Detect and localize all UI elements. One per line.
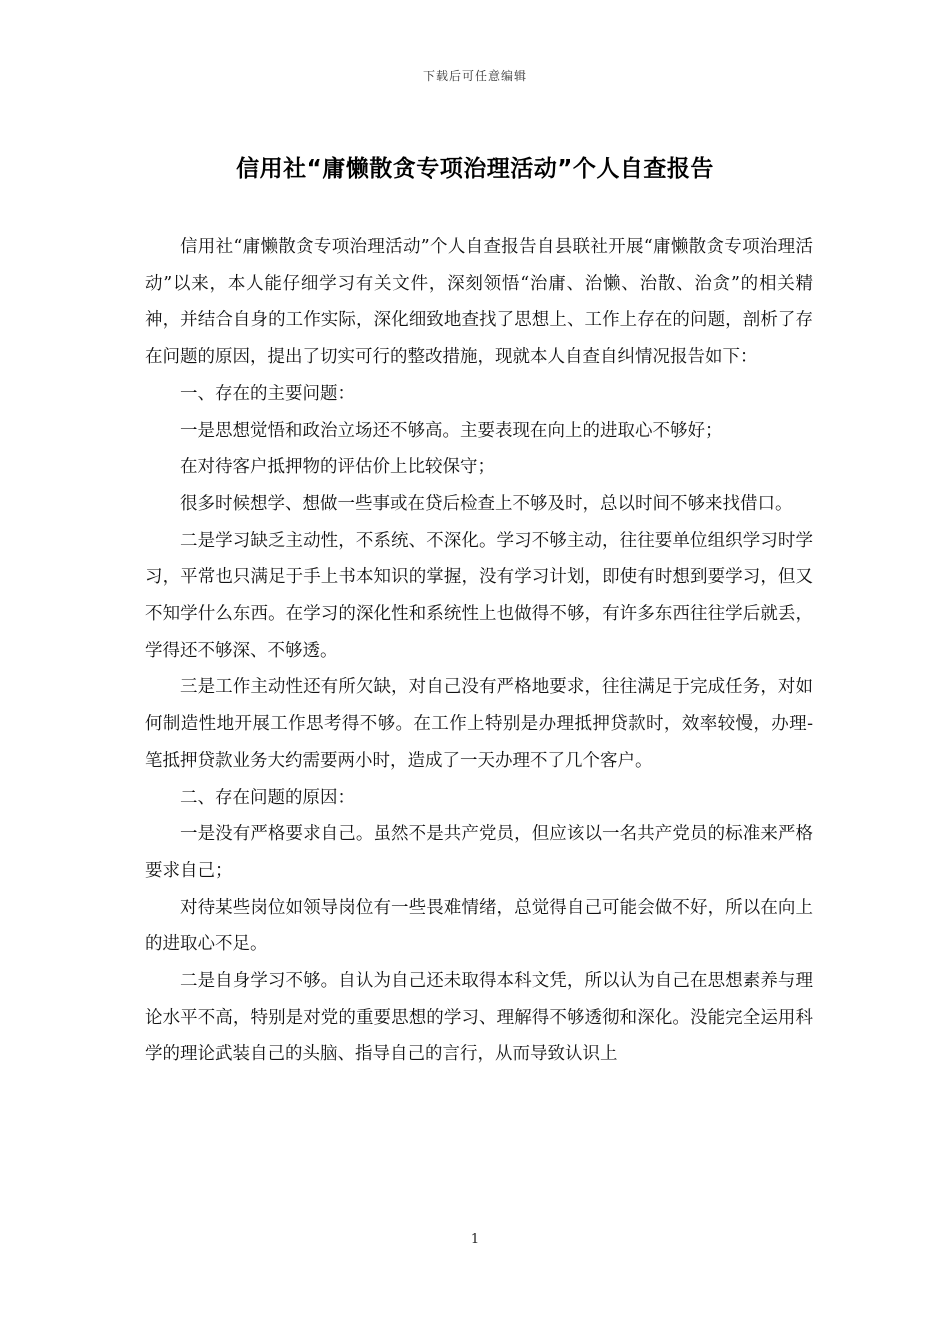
paragraph: 在对待客户抵押物的评估价上比较保守； [180,457,495,478]
header-note: 下载后可任意编辑 [422,69,527,83]
section-heading: 一、存在的主要问题： [180,383,355,404]
paragraph: 二是自身学习不够。自认为自己还未取得本科文凭，所以认为自己在思想素养与理论水平不高，特别是对党的重要思想的学习、理解得不够透彻和深化。没能完全运用科学的理论武装自己的头脑、指导自己的言行，从而导致认识上 [145,971,813,1065]
document-body [145,229,813,1073]
paragraph: 三是工作主动性还有所欠缺，对自己没有严格地要求，往往满足于完成任务，对如何制造性地开展工作思考得不够。在工作上特别是办理抵押贷款时，效率较慢，办理-笔抵押贷款业务大约需要两小时，造成了一天办理不了几个客户。 [145,677,813,771]
document-title: 信用社“庸懒散贪专项治理活动”个人自查报告 [236,156,714,182]
section-heading: 二、存在问题的原因： [180,787,355,808]
paragraph: 一是没有严格要求自己。虽然不是共产党员，但应该以一名共产党员的标准来严格要求自己； [145,824,813,881]
paragraph: 对待某些岗位如领导岗位有一些畏难情绪，总觉得自己可能会做不好，所以在向上的进取心不足。 [145,897,813,955]
paragraph: 很多时候想学、想做一些事或在贷后检查上不够及时，总以时间不够来找借口。 [180,493,793,514]
page-number: 1 [470,1232,480,1247]
paragraph: 二是学习缺乏主动性，不系统、不深化。学习不够主动，往往要单位组织学习时学习，平常也只满足于手上书本知识的掌握，没有学习计划，即使有时想到要学习，但又不知学什么东西。在学习的深化性和系统性上也做得不够，有许多东西往往学后就丢，学得还不够深、不够透。 [145,530,813,661]
paragraph: 一是思想觉悟和政治立场还不够高。主要表现在向上的进取心不够好； [180,420,723,441]
paragraph: 信用社“庸懒散贪专项治理活动”个人自查报告自县联社开展“庸懒散贪专项治理活动”以来，本人能仔细学习有关文件，深刻领悟“治庸、治懒、治散、治贪”的相关精神，并结合自身的工作实际，深化细致地查找了思想上、工作上存在的问题，剖析了存在问题的原因，提出了切实可行的整改措施，现就本人自查自纠情况报告如下： [145,237,813,368]
